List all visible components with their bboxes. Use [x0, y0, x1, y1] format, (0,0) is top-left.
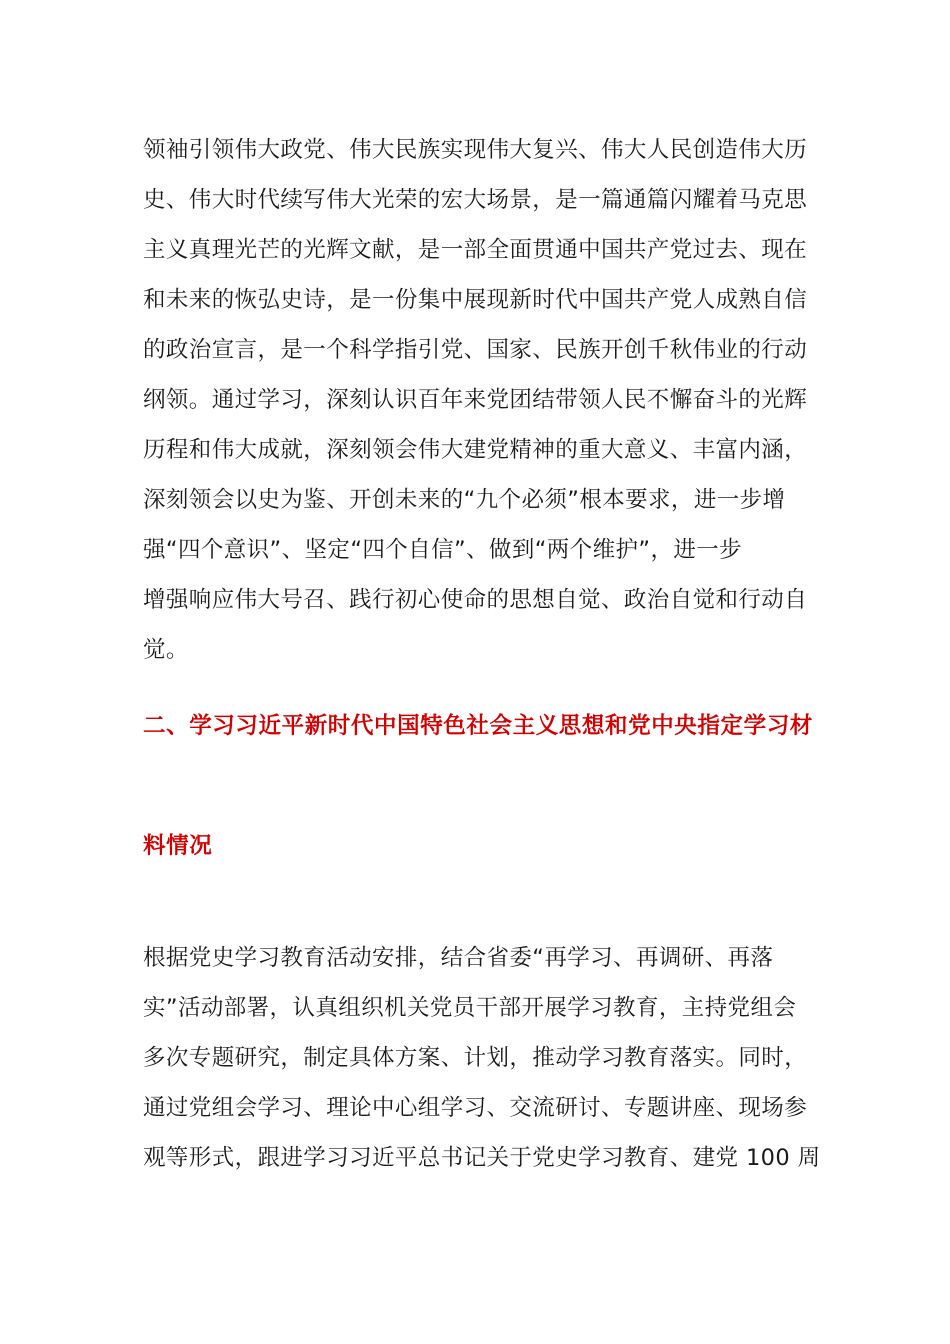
paragraph-line: 觉。	[143, 637, 189, 663]
section-heading-line: 料情况	[143, 833, 213, 859]
paragraph-line: 观等形式，跟进学习习近平总书记关于党史学习教育、建党 100 周	[143, 1145, 821, 1171]
paragraph-line: 实”活动部署，认真组织机关党员干部开展学习教育，主持党组会	[143, 995, 797, 1021]
paragraph-line: 史、伟大时代续写伟大光荣的宏大场景，是一篇通篇闪耀着马克思	[143, 187, 808, 213]
section-heading-line: 二、学习习近平新时代中国特色社会主义思想和党中央指定学习材	[143, 713, 813, 739]
paragraph-line: 根据党史学习教育活动安排，结合省委“再学习、再调研、再落	[143, 945, 774, 971]
paragraph-line: 主义真理光芒的光辉文献，是一部全面贯通中国共产党过去、现在	[143, 237, 808, 263]
paragraph-line: 历程和伟大成就，深刻领会伟大建党精神的重大意义、丰富内涵，	[143, 437, 808, 463]
paragraph-line: 的政治宣言，是一个科学指引党、国家、民族开创千秋伟业的行动	[143, 337, 808, 363]
paragraph-line: 领袖引领伟大政党、伟大民族实现伟大复兴、伟大人民创造伟大历	[143, 137, 808, 163]
paragraph-line: 深刻领会以史为鉴、开创未来的“九个必须”根本要求，进一步增	[143, 487, 786, 513]
paragraph-line: 增强响应伟大号召、践行初心使命的思想自觉、政治自觉和行动自	[143, 587, 808, 613]
paragraph-line: 通过党组会学习、理论中心组学习、交流研讨、专题讲座、现场参	[143, 1095, 808, 1121]
paragraph-line: 纲领。通过学习，深刻认识百年来党团结带领人民不懈奋斗的光辉	[143, 387, 808, 413]
paragraph-line: 强“四个意识”、坚定“四个自信”、做到“两个维护”，进一步	[143, 537, 743, 563]
paragraph-line: 和未来的恢弘史诗，是一份集中展现新时代中国共产党人成熟自信	[143, 287, 808, 313]
paragraph-line: 多次专题研究，制定具体方案、计划，推动学习教育落实。同时，	[143, 1045, 808, 1071]
